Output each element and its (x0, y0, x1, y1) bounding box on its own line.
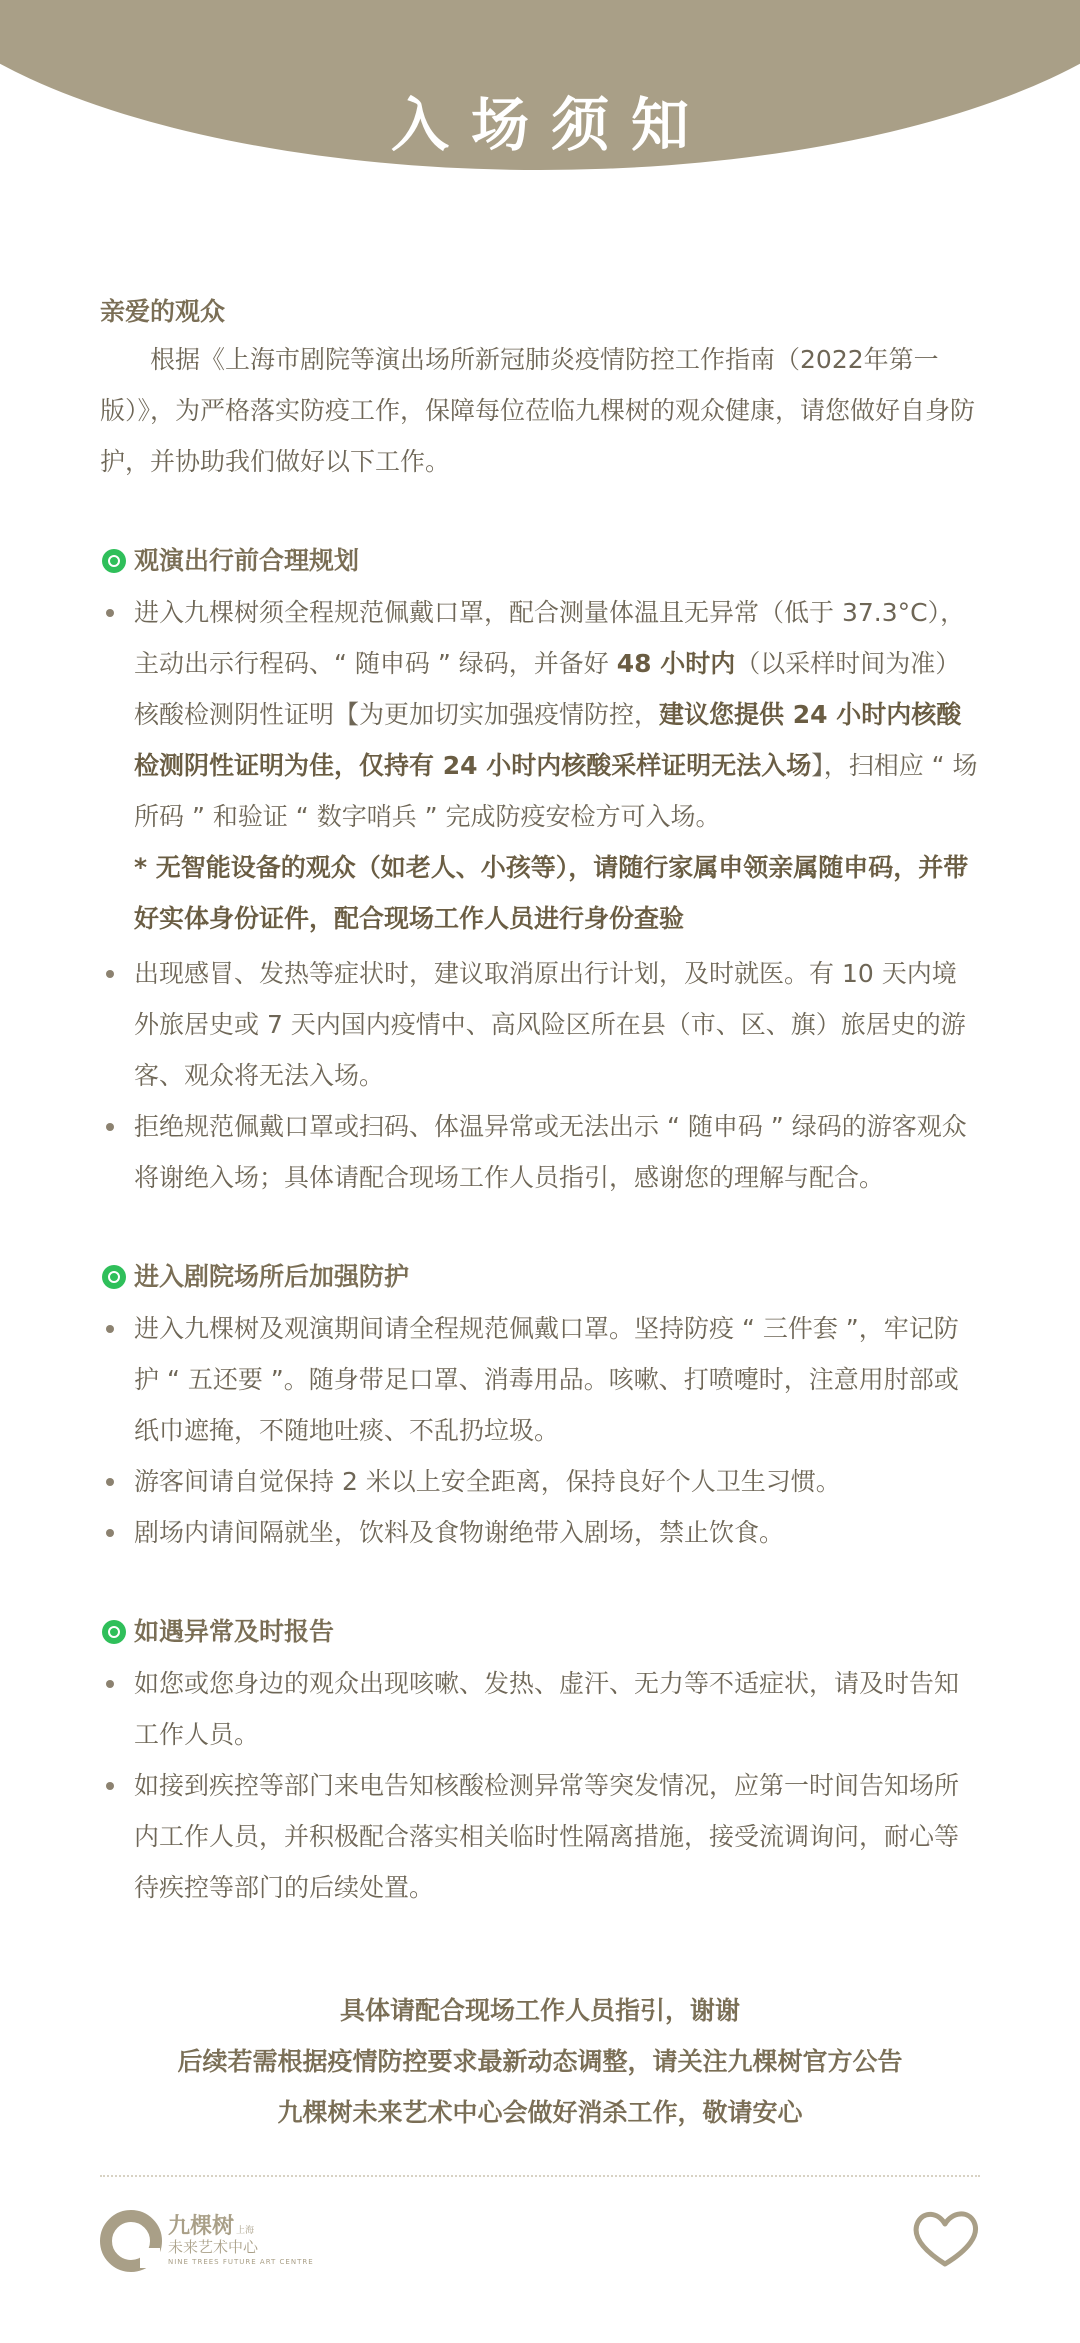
logo-subname: 未来艺术中心 (168, 2238, 259, 2256)
bullet-list (100, 1658, 980, 1913)
list-item: 如接到疾控等部门来电告知核酸检测异常等突发情况，应第一时间告知场所内工作人员，并积极配合落实相关临时性隔离措施，接受流调询问，耐心等待疾控等部门的后续处置。 (100, 1760, 980, 1913)
section-travel-planning (100, 539, 980, 1203)
list-item: 拒绝规范佩戴口罩或扫码、体温异常或无法出示 “ 随申码 ” 绿码的游客观众将谢绝入场；具体请配合现场工作人员指引，感谢您的理解与配合。 (100, 1101, 980, 1203)
logo-text (168, 2216, 314, 2266)
bullet-list (100, 1303, 980, 1558)
closing-notes (100, 1985, 980, 2138)
logo-english: NINE TREES FUTURE ART CENTRE (168, 2258, 314, 2266)
section-bullet-icon (102, 549, 126, 573)
section-title (102, 1610, 980, 1654)
list-item: 进入九棵树及观演期间请全程规范佩戴口罩。坚持防疫 “ 三件套 ”，牢记防护 “ 五还要 ”。随身带足口罩、消毒用品。咳嗽、打喷嚏时，注意用肘部或纸巾遮掩，不随地吐痰、不乱扔垃圾。 (100, 1303, 980, 1456)
footer-divider (100, 2175, 980, 2177)
section-bullet-icon (102, 1265, 126, 1289)
closing-line: 后续若需根据疫情防控要求最新动态调整，请关注九棵树官方公告 (177, 2047, 903, 2076)
list-item: 剧场内请间隔就坐，饮料及食物谢绝带入剧场，禁止饮食。 (100, 1507, 980, 1558)
bullet-list (100, 587, 980, 842)
nine-trees-logo (100, 2210, 314, 2272)
text: （以采样时间为准）核酸检测阴性证明【为更加切实加强疫情防控， (134, 649, 961, 729)
closing-line: 具体请配合现场工作人员指引，谢谢 (339, 1996, 740, 2025)
bullet-list (100, 948, 980, 1203)
logo-tag: 上海 (236, 2226, 255, 2236)
logo-mark-icon (100, 2210, 162, 2272)
section-title-text: 观演出行前合理规划 (134, 546, 360, 575)
section-title (102, 539, 980, 583)
closing-line: 九棵树未来艺术中心会做好消杀工作，敬请安心 (277, 2098, 803, 2127)
section-report (100, 1610, 980, 1913)
list-item: 如您或您身边的观众出现咳嗽、发热、虚汗、无力等不适症状，请及时告知工作人员。 (100, 1658, 980, 1760)
emphasis-text: 建议您提供 24 小时内核酸检测阴性证明为佳，仅持有 24 小时内核酸采样证明无法入场 (134, 700, 962, 780)
section-title-text: 如遇异常及时报告 (134, 1617, 335, 1646)
intro-paragraph: 根据《上海市剧院等演出场所新冠肺炎疫情防控工作指南（2022年第一版）》，为严格落实防疫工作，保障每位莅临九棵树的观众健康，请您做好自身防护，并协助我们做好以下工作。 (100, 345, 976, 476)
logo-name-text: 九棵树 (168, 2214, 235, 2239)
greeting: 亲爱的观众 (100, 297, 226, 326)
section-title-text: 进入剧院场所后加强防护 (134, 1262, 410, 1291)
list-item: 出现感冒、发热等症状时，建议取消原出行计划，及时就医。有 10 天内境外旅居史或 7 天内国内疫情中、高风险区所在县（市、区、旗）旅居史的游客、观众将无法入场。 (100, 948, 980, 1101)
page-title: 入场须知 (390, 91, 711, 159)
list-item: 游客间请自觉保持 2 米以上安全距离，保持良好个人卫生习惯。 (100, 1456, 980, 1507)
heart-icon (910, 2208, 980, 2270)
logo-name (168, 2216, 314, 2238)
section-title (102, 1255, 980, 1299)
no-device-note: * 无智能设备的观众（如老人、小孩等），请随行家属申领亲属随申码，并带好实体身份证件，配合现场工作人员进行身份查验 (134, 853, 969, 933)
section-protection (100, 1255, 980, 1558)
list-item (100, 587, 980, 842)
section-bullet-icon (102, 1620, 126, 1644)
emphasis-text: 48 小时内 (616, 649, 736, 678)
text: 进入九棵树须全程规范佩戴口罩，配合测量体温且无异常（低于 37.3°C），主动出示行程码、“ 随申码 ” 绿码，并备好 (134, 598, 966, 678)
notice-content (100, 290, 980, 2138)
text: 】，扫相应 “ 场所码 ” 和验证 “ 数字哨兵 ” 完成防疫安检方可入场。 (134, 751, 978, 831)
